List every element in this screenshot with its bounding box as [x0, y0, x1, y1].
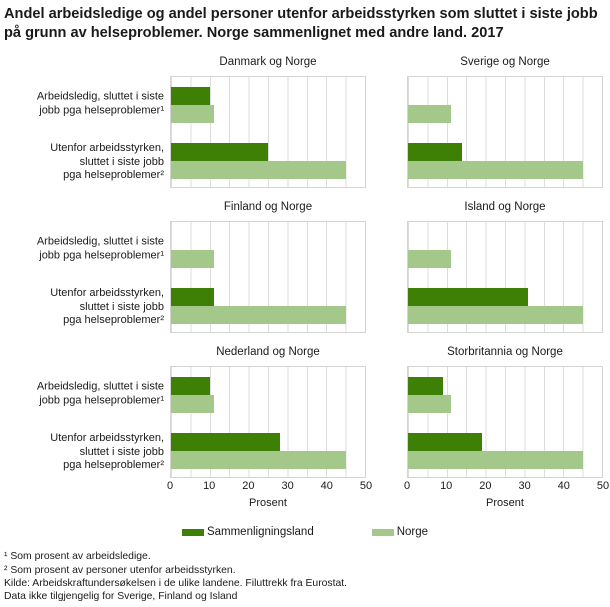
bar-norge — [408, 250, 451, 268]
bar-sammenligningsland — [408, 433, 482, 451]
axis-tick-label: 20 — [242, 480, 255, 493]
axis-tick-label: 10 — [440, 480, 453, 493]
footnote-2: ² Som prosent av personer utenfor arbeidsstyrken. — [4, 564, 236, 576]
bar-sammenligningsland — [171, 288, 214, 306]
panel-title: Sverige og Norge — [460, 56, 550, 69]
column-gap — [366, 199, 407, 333]
chart-title: Andel arbeidsledige og andel personer utenfor arbeidsstyrken som sluttet i siste jobb på grunn av helseproblemer. Norge sammenlignet med andre land. 2017 — [4, 6, 598, 41]
legend-item-sammenligningsland — [182, 526, 314, 538]
footnote-source: Kilde: Arbeidskraftundersøkelsen i de ulike landene. Filuttrekk fra Eurostat. — [4, 577, 348, 589]
bar-group — [171, 288, 365, 324]
bar-sammenligningsland — [171, 377, 210, 395]
plot-area — [170, 366, 366, 478]
bar-group — [408, 232, 602, 268]
axis-tick-label: 0 — [166, 480, 174, 493]
category-label: Utenfor arbeidsstyrken, sluttet i siste jobb pga helseproblemer² — [50, 287, 164, 327]
x-axis — [403, 480, 610, 495]
chart-panel — [170, 199, 366, 333]
bar-sammenligningsland — [408, 143, 462, 161]
axis-tick-label: 40 — [557, 480, 570, 493]
bar-norge — [408, 161, 583, 179]
bar-norge — [171, 395, 214, 413]
chart-panel — [407, 199, 603, 333]
legend-label: Sammenligningsland — [206, 526, 314, 539]
panel-title: Nederland og Norge — [216, 346, 320, 359]
x-axis-title: Prosent — [486, 497, 524, 510]
bar-group — [408, 377, 602, 413]
bar-group — [171, 433, 365, 469]
chart-panel — [166, 344, 373, 510]
bar-norge — [408, 395, 451, 413]
plot-area — [170, 76, 366, 188]
x-axis-title: Prosent — [249, 497, 287, 510]
footnotes — [4, 550, 610, 603]
footnote-missing-data: Data ikke tilgjengelig for Sverige, Finland og Island — [4, 590, 238, 602]
bar-norge — [171, 250, 214, 268]
bar-group — [408, 433, 602, 469]
panel-row — [0, 199, 610, 333]
bar-sammenligningsland — [171, 143, 268, 161]
bar-group — [171, 232, 365, 268]
chart-panel — [403, 344, 610, 510]
x-axis — [166, 480, 373, 495]
legend-swatch-light-green — [372, 529, 394, 536]
bar-norge — [171, 161, 346, 179]
axis-tick-label: 50 — [596, 480, 610, 493]
category-label: Arbeidsledig, sluttet i siste jobb pga helseproblemer¹ — [36, 90, 164, 117]
category-label: Utenfor arbeidsstyrken, sluttet i siste jobb pga helseproblemer² — [50, 432, 164, 472]
bar-group — [408, 288, 602, 324]
bar-group — [171, 87, 365, 123]
chart-panel — [170, 54, 366, 188]
plot-area — [407, 221, 603, 333]
bar-norge — [171, 306, 346, 324]
legend-label: Norge — [396, 526, 429, 539]
bar-norge — [408, 306, 583, 324]
plot-area — [407, 366, 603, 478]
axis-tick-label: 30 — [518, 480, 531, 493]
bar-norge — [171, 105, 214, 123]
chart-panel — [407, 54, 603, 188]
panel-title: Finland og Norge — [223, 201, 313, 214]
category-label: Arbeidsledig, sluttet i siste jobb pga helseproblemer¹ — [36, 380, 164, 407]
bar-norge — [171, 451, 346, 469]
panel-title: Danmark og Norge — [219, 56, 317, 69]
bar-sammenligningsland — [171, 433, 280, 451]
bar-sammenligningsland — [171, 87, 210, 105]
plot-area — [170, 221, 366, 333]
category-label: Utenfor arbeidsstyrken, sluttet i siste jobb pga helseproblemer² — [50, 142, 164, 182]
axis-tick-label: 30 — [281, 480, 294, 493]
category-labels-column — [0, 54, 170, 188]
axis-tick-label: 50 — [359, 480, 373, 493]
legend-item-norge — [372, 526, 428, 538]
panel-title: Island og Norge — [464, 201, 546, 214]
category-labels-column — [0, 199, 170, 333]
panel-row — [0, 54, 610, 188]
column-gap — [366, 54, 407, 188]
chart-legend — [0, 526, 610, 538]
bar-sammenligningsland — [408, 377, 443, 395]
axis-tick-label: 20 — [479, 480, 492, 493]
axis-tick-label: 10 — [203, 480, 216, 493]
column-gap — [366, 344, 407, 509]
bar-group — [171, 377, 365, 413]
bar-norge — [408, 105, 451, 123]
panels-grid — [0, 54, 610, 509]
panel-title: Storbritannia og Norge — [447, 346, 563, 359]
axis-tick-label: 40 — [320, 480, 333, 493]
category-label: Arbeidsledig, sluttet i siste jobb pga helseproblemer¹ — [36, 235, 164, 262]
bar-group — [408, 143, 602, 179]
category-labels-column — [0, 344, 170, 509]
legend-swatch-dark-green — [182, 529, 204, 536]
bar-group — [408, 87, 602, 123]
footnote-1: ¹ Som prosent av arbeidsledige. — [4, 551, 151, 563]
bar-group — [171, 143, 365, 179]
panel-row — [0, 344, 610, 509]
bar-sammenligningsland — [408, 288, 528, 306]
plot-area — [407, 76, 603, 188]
bar-norge — [408, 451, 583, 469]
axis-tick-label: 0 — [403, 480, 411, 493]
